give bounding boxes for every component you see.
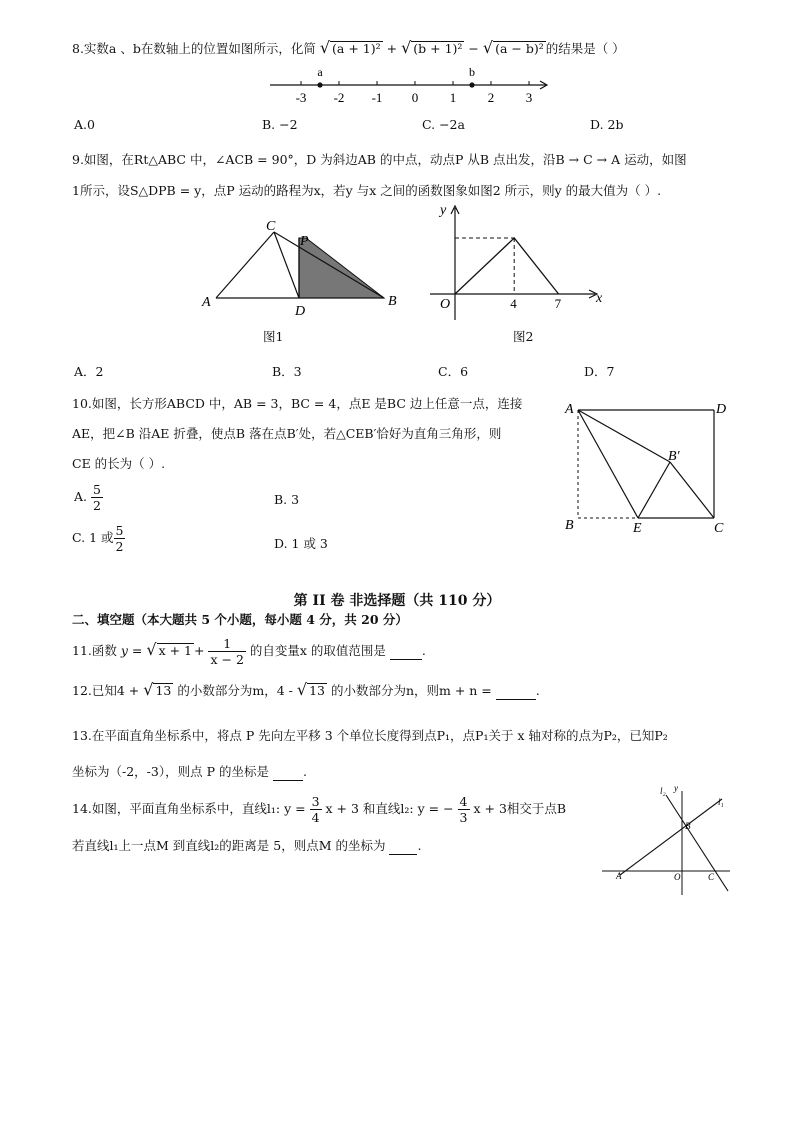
q10-label-a: A <box>565 402 574 417</box>
part2-title: 第 II 卷 非选择题（共 110 分） <box>293 593 501 609</box>
q9-option-b: B．3 <box>272 364 302 379</box>
fig2-function-graph <box>455 238 559 294</box>
q8-stem: 8.实数a 、b在数轴上的位置如图所示，化简 √ (a + 1)² + √ (b + 1)² − √ (a − b)² 的结果是（ ） <box>72 38 625 57</box>
q14-answer-blank[interactable] <box>389 838 417 855</box>
number-line-tick-label: -2 <box>333 90 345 105</box>
number-line-point-a-label: a <box>317 65 323 79</box>
q14-label-c: C <box>708 872 715 882</box>
fig2-y-label: y <box>440 203 447 218</box>
q9-option-c: C．6 <box>438 364 469 379</box>
number-line-point-a <box>317 82 322 87</box>
q10-option-d: D. 1 或 3 <box>274 536 328 551</box>
q10-line3: CE 的长为（ ）. <box>72 456 166 471</box>
q9-fig1-caption: 图1 <box>263 329 284 344</box>
q8-option-b: B. −2 <box>262 117 298 132</box>
q11: 11.函数 y = √ x + 1 + $\frac{1}{x - 2}$ 的自变量x 的取值范围是 . <box>72 636 426 667</box>
q9-line1: 9.如图，在Rt△ABC 中，∠ACB = 90°，D 为斜边AB 的中点，动点P 从B 点出发，沿B → C → A 运动，如图 <box>72 152 687 167</box>
fig2-origin: O <box>440 297 451 312</box>
q14-line2: 若直线l₁上一点M 到直线l₂的距离是 5，则点M 的坐标为 . <box>72 838 422 853</box>
q8-option-a: A.0 <box>74 117 95 132</box>
section-fill-in: 二、填空题（本大题共 5 个小题，每小题 4 分，共 20 分） <box>72 612 408 627</box>
q8-option-c: C. −2a <box>422 117 465 132</box>
q10-line1: 10.如图，长方形ABCD 中，AB = 3，BC = 4，点E 是BC 边上任意一点，连接 <box>72 396 523 411</box>
fig1-label-c: C <box>266 219 276 234</box>
fig1-label-b: B <box>388 294 397 309</box>
fig1-label-a: A <box>202 295 211 310</box>
number-line-tick-label: 2 <box>487 90 495 105</box>
number-line-point-b-label: b <box>469 65 475 79</box>
q10-label-e: E <box>633 521 642 536</box>
q10-label-c: C <box>714 521 724 536</box>
q9-figure2 <box>410 198 610 323</box>
fig1-label-p: P <box>300 234 309 249</box>
q14-label-l1: l₁ <box>718 797 724 807</box>
q10-option-b: B. 3 <box>274 492 300 507</box>
number-line-point-b <box>469 82 474 87</box>
number-line-tick-label: 0 <box>411 90 419 105</box>
q9-line2: 1所示，设S△DPB = y，点P 运动的路程为x，若y 与x 之间的函数图象如图2 所示，则y 的最大值为（ ）. <box>72 183 662 198</box>
q10-label-b-prime: B′ <box>668 449 680 464</box>
q13-answer-blank[interactable] <box>273 764 303 781</box>
number-line-tick-label: -3 <box>295 90 307 105</box>
q11-answer-blank[interactable] <box>390 643 422 660</box>
q10-option-c: C. 1 或 $\frac{5}{2}$ <box>72 523 124 554</box>
q14-label-a: A <box>616 871 622 881</box>
q14-line1: 14.如图，平面直角坐标系中，直线l₁: y = $\frac{3}{4}$ x + 3 和直线l₂: y = − $\frac{4}{3}$ x + 3相交于点B <box>72 794 567 825</box>
q9-figure1 <box>198 215 408 320</box>
q9-option-a: A．2 <box>74 364 104 379</box>
q10-label-b: B <box>565 518 574 533</box>
q10-figure <box>560 396 735 541</box>
fig1-label-d: D <box>295 304 306 319</box>
fig2-tick-7: 7 <box>554 296 562 311</box>
q13-line2: 坐标为（-2，-3），则点 P 的坐标是 . <box>72 764 307 779</box>
q10-label-d: D <box>716 402 727 417</box>
q8-option-d: D. 2b <box>590 117 624 132</box>
q8-number-line <box>260 60 560 108</box>
q9-fig2-caption: 图2 <box>513 329 534 344</box>
fig2-x-label: x <box>596 291 603 306</box>
fig2-tick-4: 4 <box>510 296 517 311</box>
q12-answer-blank[interactable] <box>496 683 536 700</box>
q9-option-d: D．7 <box>584 364 615 379</box>
number-line-tick-label: 3 <box>525 90 533 105</box>
q14-label-y: y <box>674 783 678 793</box>
q14-label-o: O <box>674 872 681 882</box>
q10-option-a: A. $\frac{5}{2}$ <box>74 482 101 513</box>
q13-line1: 13.在平面直角坐标系中，将点 P 先向左平移 3 个单位长度得到点P₁，点P₁关于 x 轴对称的点为P₂，已知P₂ <box>72 728 668 743</box>
number-line-tick-label: 1 <box>449 90 457 105</box>
q12: 12.已知4 + √ 13 的小数部分为m，4 - √ 13 的小数部分为n，则m + n = . <box>72 680 540 699</box>
number-line-tick-label: -1 <box>371 90 383 105</box>
q14-label-b: B <box>685 821 691 831</box>
q10-line2: AE，把∠B 沿AE 折叠，使点B 落在点B′处，若△CEB′恰好为直角三角形，则 <box>72 426 502 441</box>
q14-label-l2: l₂ <box>660 786 666 796</box>
q14-figure <box>598 783 738 898</box>
